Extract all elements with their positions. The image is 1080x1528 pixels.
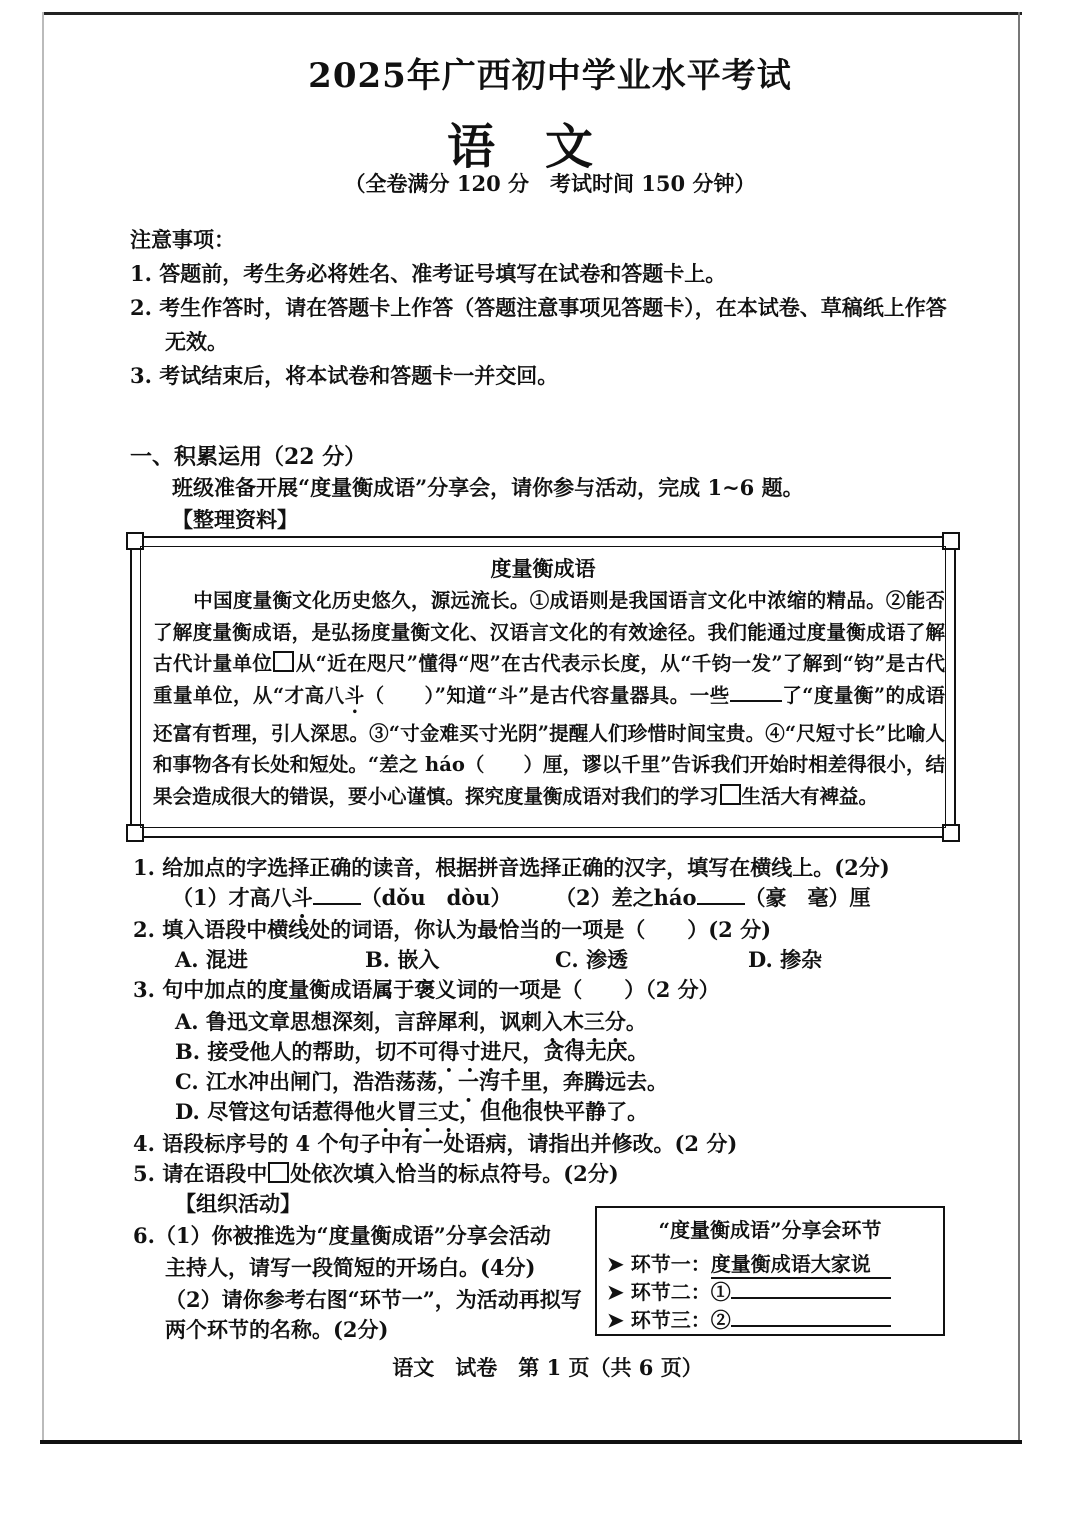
section-heading: 一、积累运用（22 分） (130, 444, 367, 470)
q3d-idiom: 火冒三丈 (375, 1099, 460, 1124)
subject-title: 语文 (446, 119, 643, 175)
q3a-idiom: 入木三分 (541, 1009, 626, 1034)
flow-row-2-marker: ① (710, 1280, 731, 1304)
answer-blank (313, 903, 361, 905)
notice-item-3: 3. 考试结束后，将本试卷和答题卡一并交回。 (130, 363, 559, 388)
flowchart-row-1 (607, 1248, 891, 1279)
flow-row-2-label: ➤ 环节二： (607, 1280, 711, 1304)
passage-title: 度量衡成语 (490, 556, 596, 581)
question-3: 3. 句中加点的度量衡成语属于褒义词的一项是（ ）（2 分） (133, 977, 720, 1002)
activity-flowchart (595, 1206, 945, 1336)
flowchart-title: “度量衡成语”分享会环节 (658, 1218, 882, 1242)
answer-blank (731, 1325, 891, 1327)
left-border-line (42, 12, 44, 1442)
passage-text (153, 585, 945, 812)
q3b-text: B. 接受他人的帮助，切不可 (175, 1039, 439, 1064)
question-6-line-2: 主持人，请写一段简短的开场白。(4分) (165, 1255, 536, 1280)
score-info: （全卷满分 120 分 考试时间 150 分钟） (344, 171, 756, 196)
q1a-text: （1）才高八 (172, 885, 292, 910)
notice-item-2: 2. 考生作答时，请在答题卡上作答（答题注意事项见答题卡），在本试卷、草稿纸上作答 (130, 295, 947, 320)
q1b-text: （2）差之háo (555, 885, 697, 910)
notice-item-2-cont: 无效。 (165, 329, 228, 354)
passage-box (130, 536, 956, 838)
question-6-line-1: 6.（1）你被推选为“度量衡成语”分享会活动 (133, 1223, 551, 1248)
activity-label: 【组织活动】 (175, 1191, 301, 1216)
q2-option-d: D. 掺杂 (748, 947, 823, 972)
bottom-border-line (40, 1440, 1022, 1444)
flowchart-row-2 (607, 1276, 891, 1305)
punctuation-box (268, 1162, 289, 1183)
q1a-options: （dǒu dòu） (360, 885, 512, 910)
dotted-char: 斗 (344, 683, 365, 707)
q3a-end: 。 (625, 1009, 647, 1034)
notice-title: 注意事项： (130, 227, 235, 252)
question-1: 1. 给加点的字选择正确的读音，根据拼音选择正确的汉字，填写在横线上。(2分) (133, 855, 890, 880)
question-2: 2. 填入语段中横线处的词语，你认为最恰当的一项是（ ）(2 分) (133, 917, 772, 942)
materials-label: 【整理资料】 (172, 507, 298, 532)
q2-option-c: C. 渗透 (555, 947, 628, 972)
question-4: 4. 语段标序号的 4 个句子中有一处语病，请指出并修改。(2 分) (133, 1131, 738, 1156)
q3c-end: ，奔腾远去。 (541, 1069, 668, 1094)
flow-row-3-label: ➤ 环节三： (607, 1308, 711, 1332)
punctuation-box (273, 651, 294, 672)
q3b-end: ，贪得无厌。 (522, 1039, 649, 1064)
section-intro: 班级准备开展“度量衡成语”分享会，请你参与活动，完成 1~6 题。 (172, 475, 804, 500)
q3d-text: D. 尽管这句话惹得他 (175, 1099, 376, 1124)
q5-text-end: 处依次填入恰当的标点符号。(2分) (290, 1161, 619, 1186)
fill-blank (730, 700, 782, 702)
passage-part-5: 生活大有裨益。 (741, 784, 879, 808)
q3a-text: A. 鲁迅文章思想深刻，言辞犀利，讽刺 (175, 1009, 542, 1034)
top-border-line (42, 12, 1022, 15)
flow-row-3-marker: ② (710, 1308, 731, 1332)
right-border-line (1018, 12, 1020, 1442)
question-6-line-3: （2）请你参考右图“环节一”，为活动再拟写 (165, 1287, 582, 1312)
answer-blank (731, 1297, 891, 1299)
q2-option-a: A. 混进 (175, 947, 248, 972)
q3c-idiom: 一泻千里 (457, 1069, 542, 1094)
q5-text: 5. 请在语段中 (133, 1161, 268, 1186)
flow-row-1-value: 度量衡成语大家说 (711, 1248, 891, 1279)
answer-blank (697, 903, 745, 905)
q1a-dotted-char: 斗 (291, 885, 313, 910)
exam-title: 2025年广西初中学业水平考试 (308, 56, 792, 96)
passage-part-4: 了“度量衡”的成语还富有哲理，引人深思。③“寸金难买寸光阴”提醒人们珍惜时间宝贵。④“尺短寸长”比喻人和事物各有长处和短处。“差之 háo（ ）厘，谬以千里”告诉我们开始时相差得很小，结果会造成很大的错误，要小心谨慎。探究度量衡成语对我们的学习 (153, 683, 946, 808)
q3b-idiom: 得寸进尺 (438, 1039, 523, 1064)
question-5 (133, 1158, 619, 1188)
q2-option-b: B. 嵌入 (365, 947, 440, 972)
passage-part-1: 中国度量衡文化历史悠久，源远流长。①成语则是我国语言文化中浓缩的精品。②能否了解度量衡成语，是弘扬度量衡文化、汉语言文化的有效途径。我们能通过度量衡成语了解古代计量单位 (153, 589, 945, 675)
passage-box-inner (140, 546, 946, 828)
question-6-line-4: 两个环节的名称。(2分) (165, 1317, 389, 1342)
passage-part-3: （ ）”知道“斗”是古代容量器具。一些 (364, 683, 730, 707)
passage-part-2: 从“近在咫尺”懂得“咫”在古代表示长度，从“千钧一发”了解到“钧”是古代重量单位，从“才高八 (153, 652, 945, 707)
notice-item-1: 1. 答题前，考生务必将姓名、准考证号填写在试卷和答题卡上。 (130, 261, 727, 286)
q1b-options: （豪 毫）厘 (744, 885, 871, 910)
flow-row-1-label: ➤ 环节一： (607, 1252, 711, 1276)
flowchart-row-3 (607, 1304, 891, 1333)
q3d-end: ，但他很快平静了。 (459, 1099, 649, 1124)
page-footer: 语文 试卷 第 1 页（共 6 页） (392, 1355, 703, 1380)
question-1-part-2 (555, 882, 871, 912)
q3c-text: C. 江水冲出闸门，浩浩荡荡， (175, 1069, 458, 1094)
punctuation-box (720, 784, 741, 805)
